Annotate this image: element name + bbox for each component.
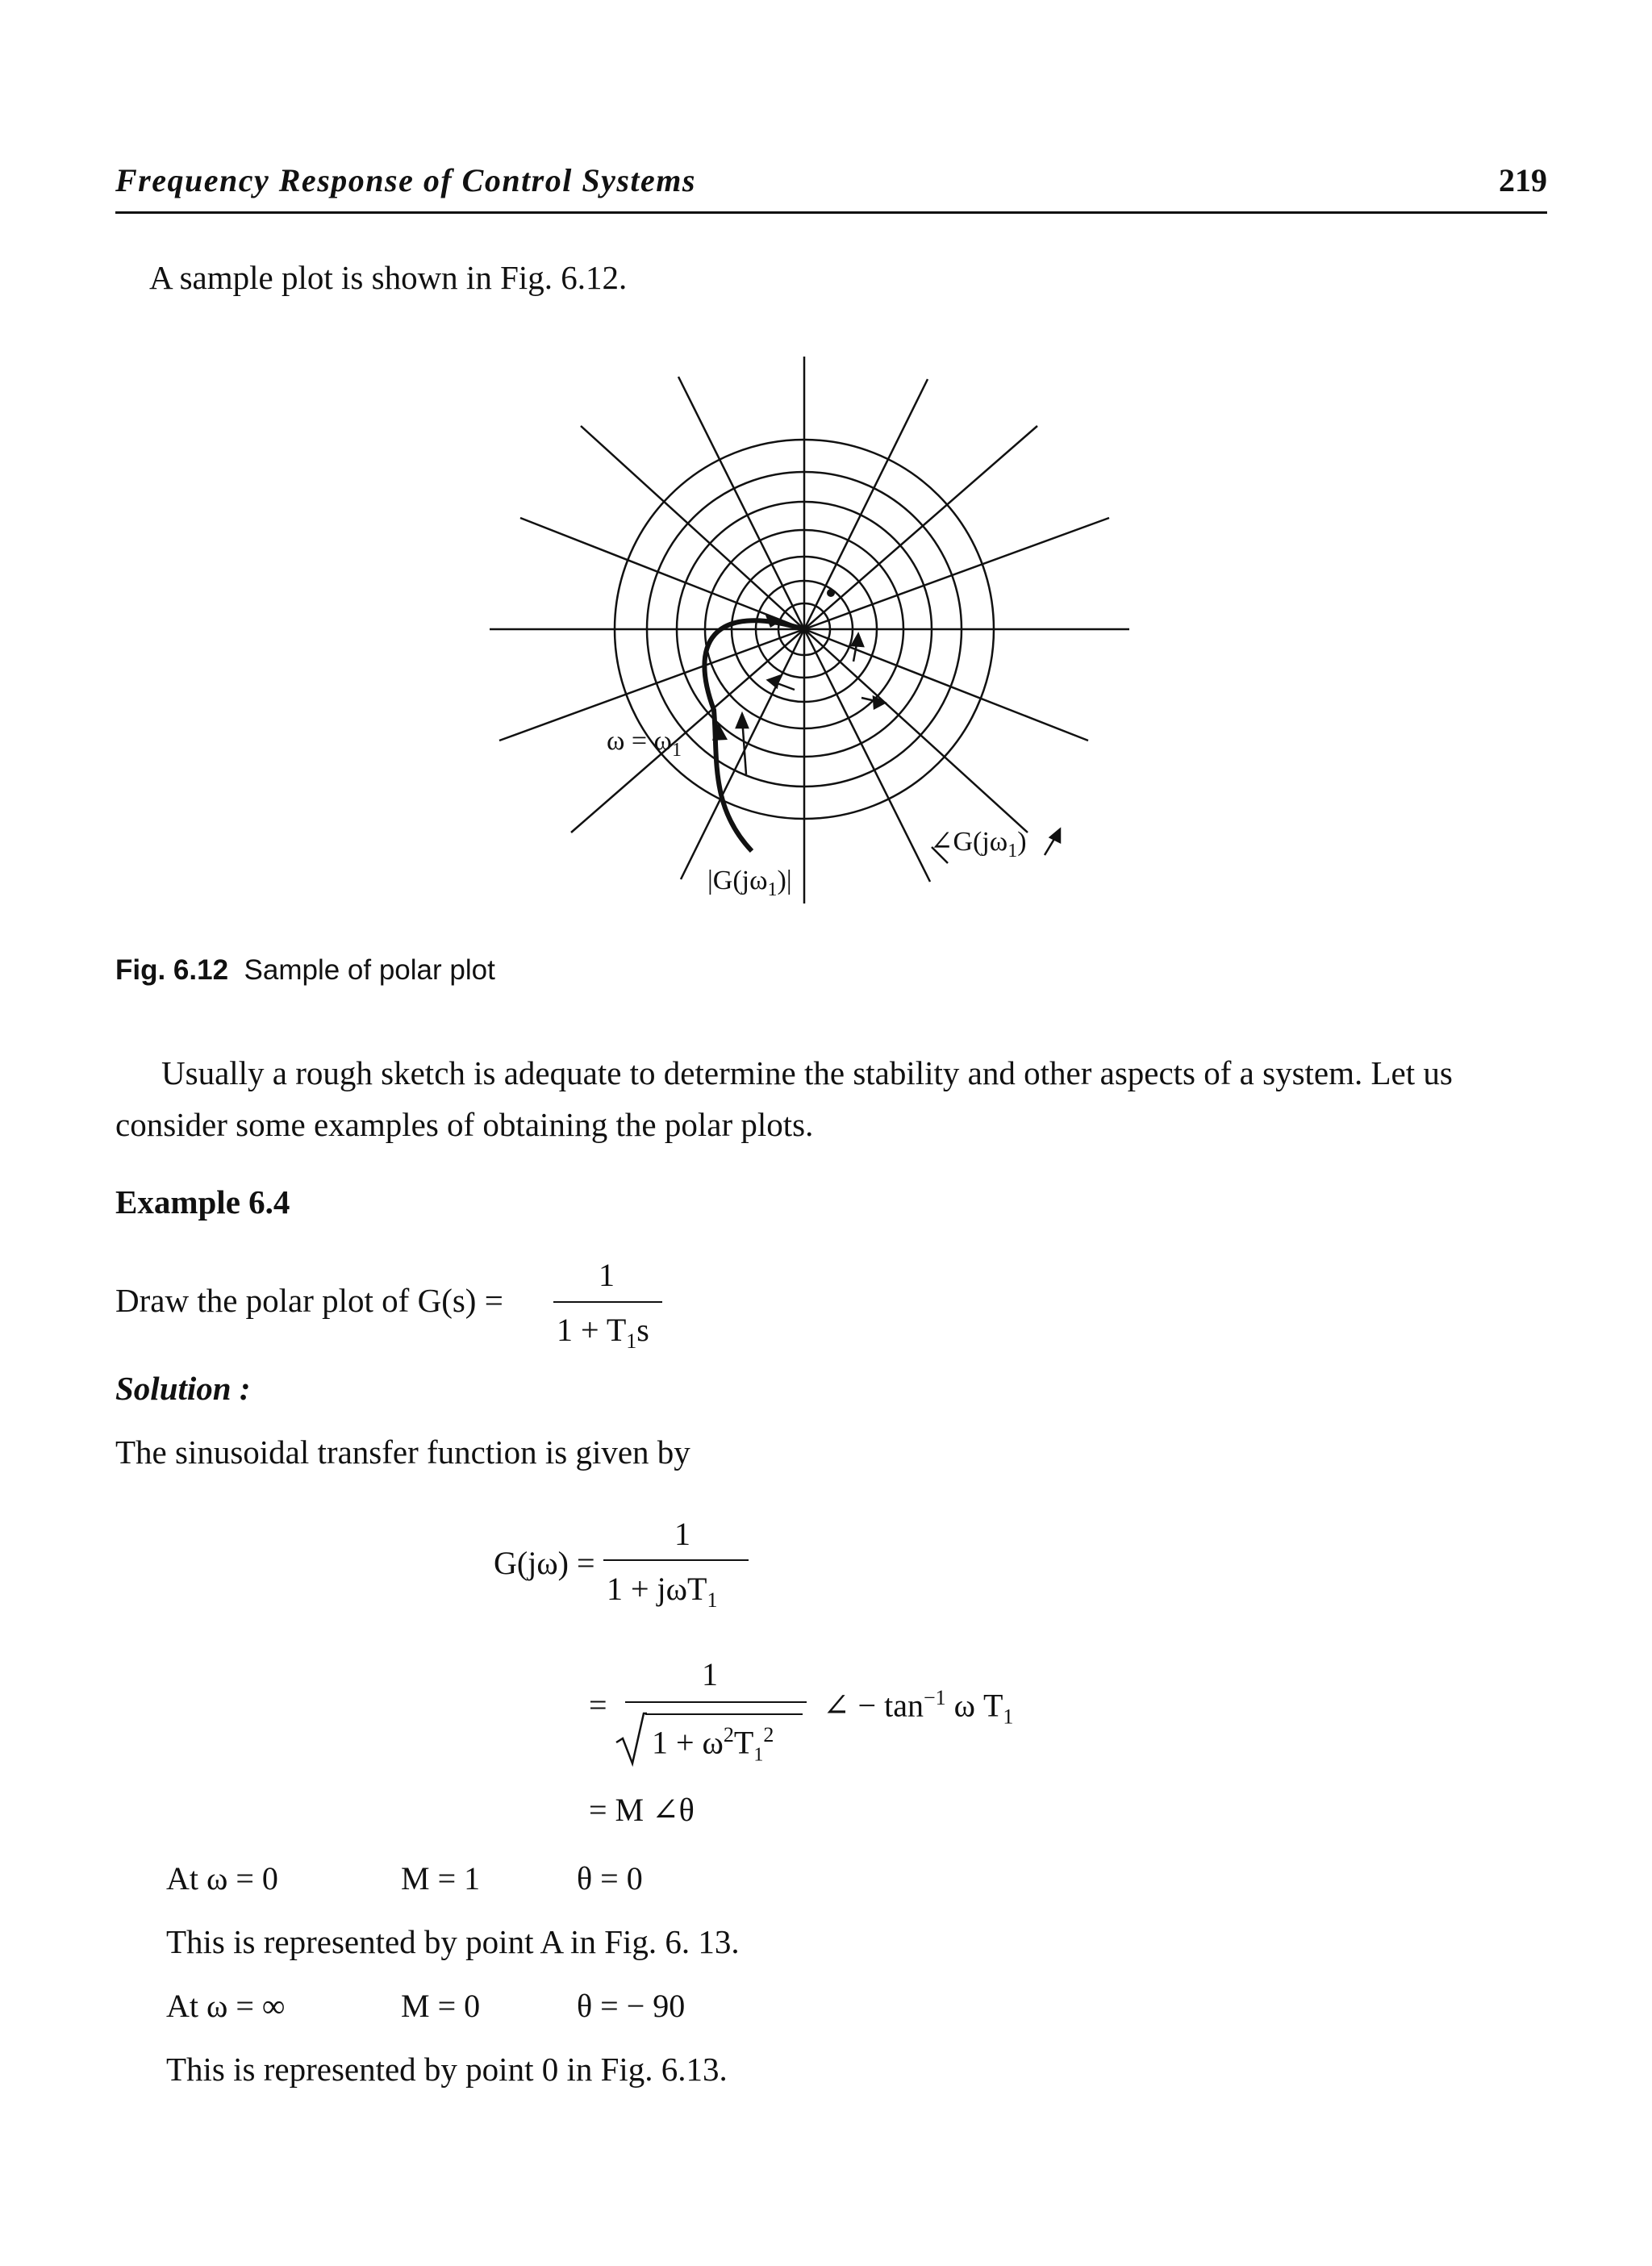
row2-theta: θ = − 90 bbox=[577, 1988, 686, 2024]
example-fraction-bar bbox=[553, 1301, 662, 1303]
example-statement: Draw the polar plot of G(s) = bbox=[115, 1282, 503, 1319]
row1-note: This is represented by point A in Fig. 6. 13. bbox=[166, 1923, 740, 1960]
running-header-title: Frequency Response of Control Systems bbox=[115, 162, 696, 198]
eq2-fraction-bar bbox=[625, 1701, 807, 1703]
eq2-numerator: 1 bbox=[702, 1656, 718, 1692]
angle-label: $\angle G(j\omega_1)$ bbox=[930, 827, 1027, 862]
paragraph-line-1: Usually a rough sketch is adequate to determine the stability and other aspects of a system. Let us bbox=[161, 1054, 1453, 1091]
sqrt-sign bbox=[615, 1710, 647, 1767]
omega-label: $\omega = \omega_1$ bbox=[607, 726, 682, 761]
solution-heading: Solution : bbox=[115, 1370, 251, 1407]
row2-at: At ω = ∞ bbox=[166, 1988, 286, 2024]
eq1-denominator: 1 + jωT$_1$ bbox=[607, 1571, 718, 1612]
row1-theta: θ = 0 bbox=[577, 1860, 643, 1897]
eq2-equals: = bbox=[589, 1687, 607, 1723]
row1-at: At ω = 0 bbox=[166, 1860, 278, 1897]
polar-plot-figure bbox=[0, 0, 1652, 968]
row1-m: M = 1 bbox=[401, 1860, 481, 1897]
page-number: 219 bbox=[1499, 162, 1547, 198]
row2-m: M = 0 bbox=[401, 1988, 481, 2024]
row2-note: This is represented by point 0 in Fig. 6.13. bbox=[166, 2051, 728, 2088]
eq1-fraction-bar bbox=[603, 1559, 749, 1561]
sqrt-overline bbox=[645, 1713, 803, 1715]
figure-caption: Fig. 6.12 Sample of polar plot bbox=[115, 954, 495, 986]
eq2-denominator: $1 + \omega^2T_1^2$ bbox=[652, 1723, 774, 1766]
paragraph-line-2: consider some examples of obtaining the polar plots. bbox=[115, 1106, 814, 1143]
magnitude-label: $|G(j\omega_1)|$ bbox=[707, 866, 792, 900]
eq1-lhs: G(jω) = bbox=[494, 1545, 595, 1581]
eq1-numerator: 1 bbox=[674, 1516, 690, 1552]
eq3: = M ∠θ bbox=[589, 1792, 695, 1828]
example-denominator: $1 + T_1s$ bbox=[557, 1312, 649, 1353]
plot-point bbox=[827, 589, 835, 597]
example-heading: Example 6.4 bbox=[115, 1183, 290, 1221]
intro-text: A sample plot is shown in Fig. 6.12. bbox=[149, 259, 628, 296]
solution-intro: The sinusoidal transfer function is given by bbox=[115, 1433, 690, 1471]
eq2-angle: ∠ − $\tan^{-1} \omega$ $T_1$ bbox=[823, 1686, 1014, 1729]
example-numerator: 1 bbox=[599, 1257, 615, 1293]
